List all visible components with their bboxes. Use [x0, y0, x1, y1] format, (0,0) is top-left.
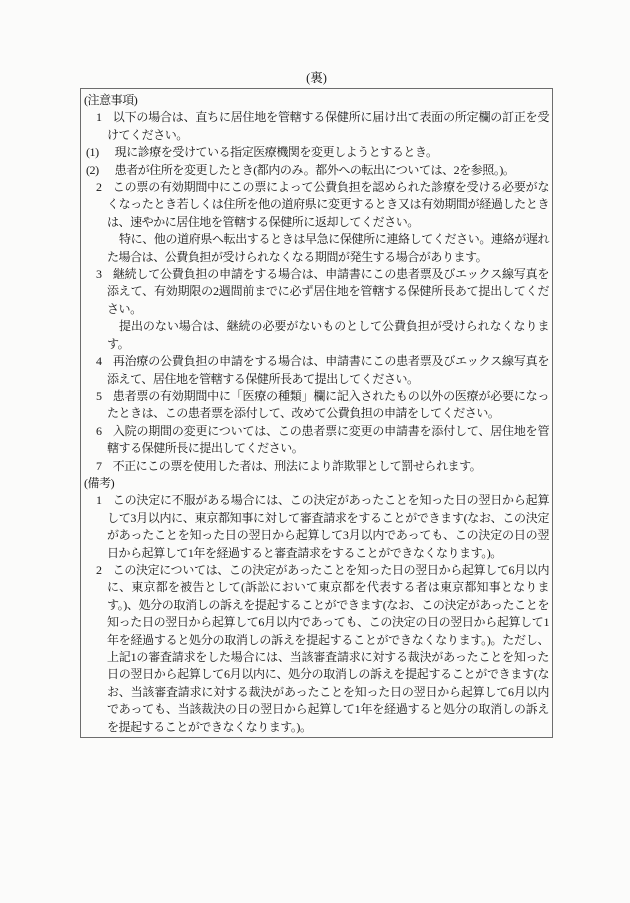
back-side-label: (裏): [306, 71, 327, 85]
subitem-text: 現に診療を受けている指定医療機関を変更しようとするとき。: [114, 145, 438, 160]
item-paragraph: [83, 266, 549, 318]
item-paragraph: [83, 109, 549, 144]
item-paragraph: [83, 458, 549, 475]
item-number: 2: [96, 180, 102, 195]
notice-item: [83, 492, 549, 562]
section-heading: (注意事項): [84, 93, 138, 107]
subitem-number: (2): [86, 162, 99, 177]
item-text: この票の有効期間中にこの票によって公費負担を認められた診療を受ける必要がなくなったとき若しくは住所を他の道府県に変更するとき又は有効期間が経過したときは、速やかに居住地を管轄する保健所に返却してください。: [107, 180, 549, 229]
notice-box: [80, 88, 553, 738]
item-paragraph: [83, 179, 549, 231]
item-number: 3: [96, 267, 102, 282]
item-paragraph: 特に、他の道府県へ転出するときは早急に保健所に連絡してください。連絡が遅れた場合は、公費負担が受けられなくなる期間が発生する場合があります。: [107, 232, 549, 264]
item-paragraph: [83, 353, 549, 388]
item-number: 6: [96, 423, 102, 438]
item-text: この決定に不服がある場合には、この決定があったことを知った日の翌日から起算して3月以内に、東京都知事に対して審査請求をすることができます(なお、この決定があったことを知った日の翌日から起算して3月以内であっても、この決定の日の翌日から起算して1年を経過すると審査請求をすることができなくなります。)。: [107, 493, 549, 560]
notice-item: [83, 423, 549, 458]
item-text: 患者票の有効期間中に「医療の種類」欄に記入されたもの以外の医療が必要になったときは、この患者票を添付して、改めて公費負担の申請をしてください。: [107, 388, 549, 421]
item-number: 2: [96, 562, 102, 577]
item-number: 4: [96, 354, 102, 369]
item-text: 以下の場合は、直ちに居住地を管轄する保健所に届け出て表面の所定欄の訂正を受けてください。: [107, 110, 549, 142]
item-number: 7: [96, 458, 102, 473]
item-paragraph: [83, 492, 549, 562]
item-number: 1: [96, 493, 102, 508]
notice-item: [83, 458, 549, 475]
notice-item: [83, 179, 549, 266]
item-number: 1: [96, 110, 102, 125]
item-paragraph: [83, 562, 549, 736]
subitem-number: (1): [86, 145, 99, 160]
notice-item: [83, 266, 549, 353]
item-paragraph: [83, 423, 549, 458]
notice-item: [83, 388, 549, 423]
notice-subitem: [83, 162, 549, 179]
subitem-text: 患者が住所を変更したとき(都内のみ。都外への転出については、2を参照。)。: [114, 162, 515, 177]
item-text: この決定については、この決定があったことを知った日の翌日から起算して6月以内に、東京都を被告として(訴訟において東京都を代表する者は東京都知事となります。)、処分の取消しの訴えを提起することができます(なお、この決定があったことを知った日の翌日から起算して6月以内であっても、この決定の日の翌日から起算して1年を経過すると処分の取消しの訴えを提起することができなくなります。)。ただし、上記1の審査請求をした場合には、当該審査請求に対する裁決があったことを知った日の翌日から起算して6月以内に、処分の取消しの訴えを提起することができます(なお、当該審査請求に対する裁決があったことを知った日の翌日から起算して6月以内であっても、当該裁決の日の翌日から起算して1年を経過すると処分の取消しの訴えを提起することができなくなります。)。: [107, 562, 549, 734]
item-number: 5: [96, 388, 102, 403]
notice-item: [83, 562, 549, 736]
item-paragraph: [83, 388, 549, 423]
notice-item: [83, 353, 549, 388]
section: [83, 475, 549, 736]
item-text: 再治療の公費負担の申請をする場合は、申請書にこの患者票及びエックス線写真を添えて、居住地を管轄する保健所長あて提出してください。: [107, 354, 549, 386]
item-text: 継続して公費負担の申請をする場合は、申請書にこの患者票及びエックス線写真を添えて、有効期限の2週間前までに必ず居住地を管轄する保健所長あて提出してください。: [107, 267, 549, 316]
notice-subitem: [83, 144, 549, 161]
item-paragraph: 提出のない場合は、継続の必要がないものとして公費負担が受けられなくなります。: [107, 319, 549, 351]
section: [83, 92, 549, 475]
notice-item: [83, 109, 549, 179]
section-heading: (備考): [84, 475, 115, 490]
item-text: 不正にこの票を使用した者は、刑法により詐欺罪として罰せられます。: [112, 458, 482, 473]
item-text: 入院の期間の変更については、この患者票に変更の申請書を添付して、居住地を管轄する保健所長に提出してください。: [107, 423, 549, 456]
